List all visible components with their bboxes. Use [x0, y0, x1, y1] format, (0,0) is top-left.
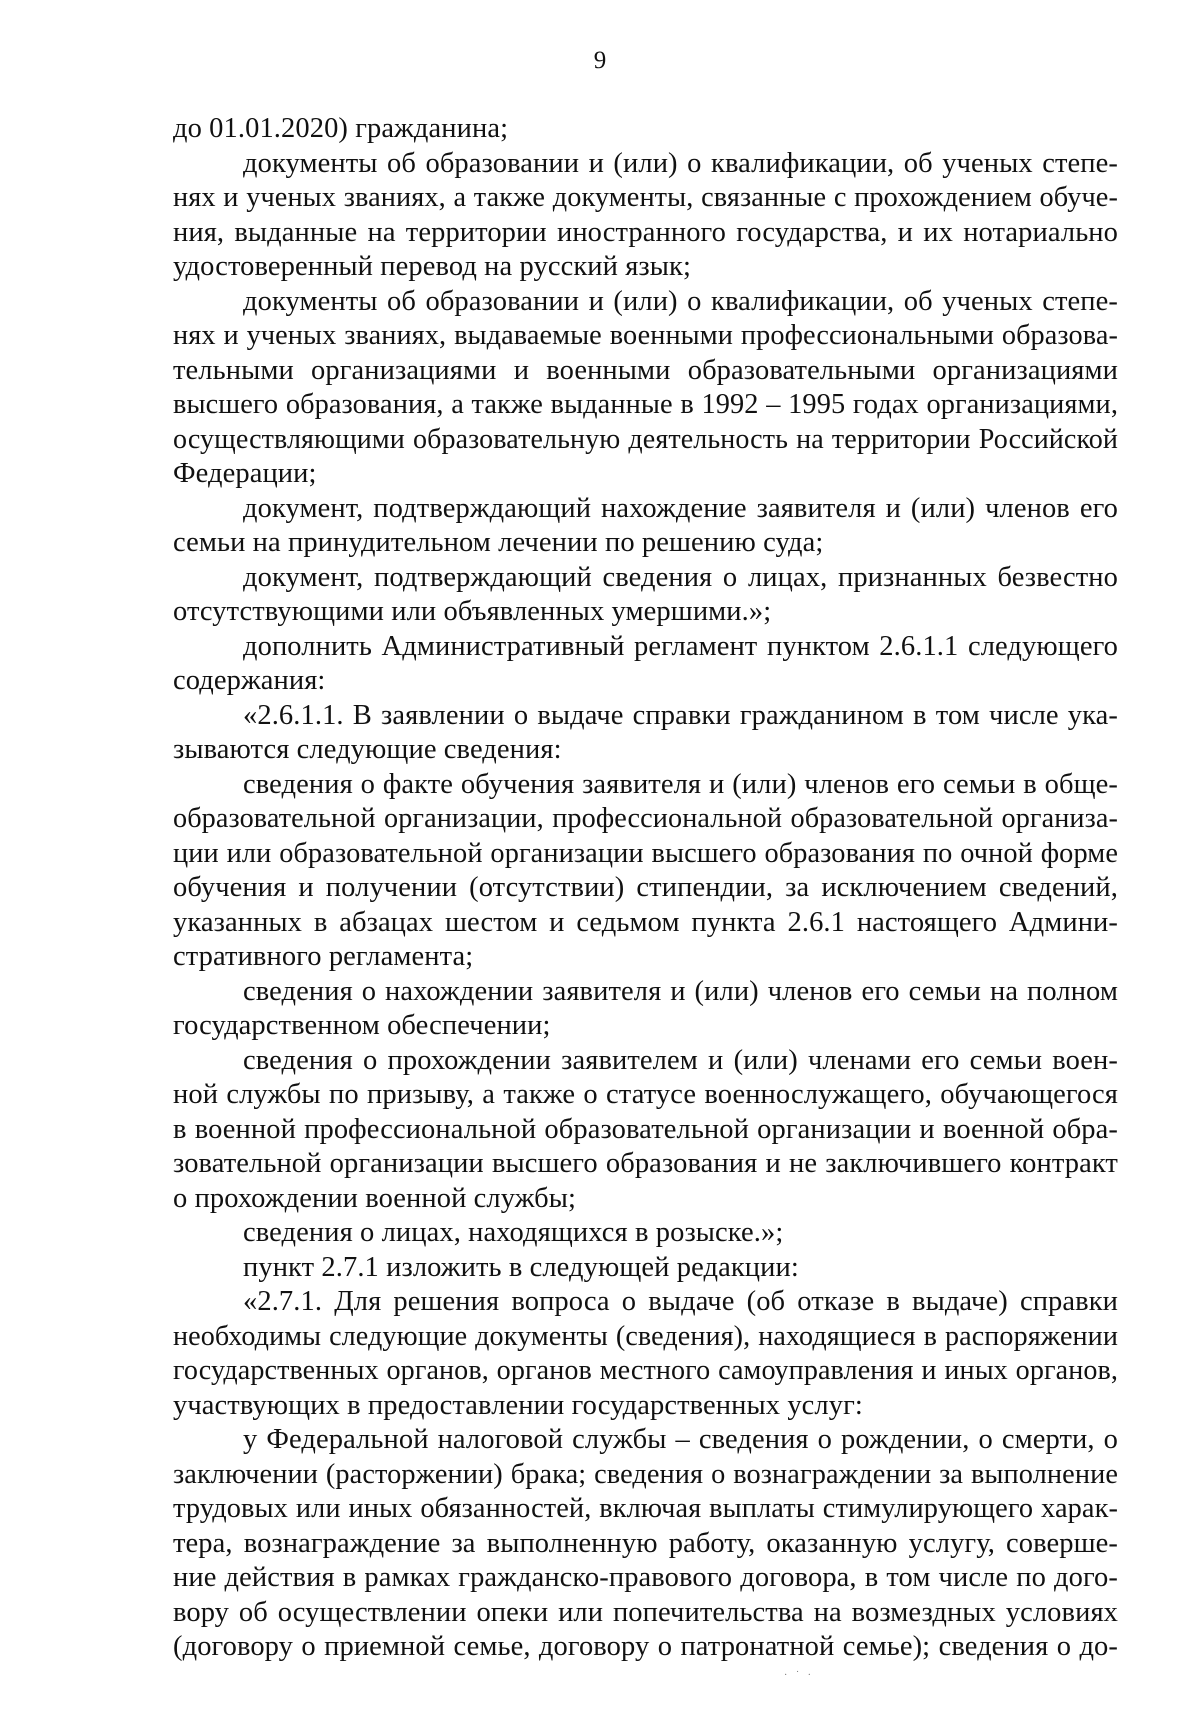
text-line: высшего образования, а также выданные в 1992 – 1995 годах организациями,: [173, 389, 1118, 420]
text-line: ния, выданные на территории иностранного государства, и их нотариально: [173, 217, 1118, 248]
text-line: документы об образовании и (или) о квалификации, об ученых степе-: [243, 286, 1118, 317]
text-line: в военной профессиональной образовательной организации и военной обра-: [173, 1114, 1118, 1145]
text-line: ние действия в рамках гражданско-правового договора, в том числе по дого-: [173, 1562, 1118, 1593]
scan-speck: · ˙ ·: [784, 1670, 814, 1681]
text-line: дополнить Административный регламент пунктом 2.6.1.1 следующего: [243, 631, 1118, 662]
text-line: образовательной организации, профессиональной образовательной организа-: [173, 803, 1118, 834]
text-line: сведения о лицах, находящихся в розыске.»;: [243, 1217, 784, 1248]
text-line: удостоверенный перевод на русский язык;: [173, 251, 691, 282]
text-line: тера, вознаграждение за выполненную работу, оказанную услугу, соверше-: [173, 1528, 1118, 1559]
text-line: заключении (расторжении) брака; сведения о вознаграждении за выполнение: [173, 1459, 1118, 1490]
text-line: нях и ученых званиях, а также документы, связанные с прохождением обуче-: [173, 182, 1118, 213]
text-line: документ, подтверждающий нахождение заявителя и (или) членов его: [243, 493, 1118, 524]
text-line: государственных органов, органов местного самоуправления и иных органов,: [173, 1355, 1118, 1386]
text-line: ной службы по призыву, а также о статусе военнослужащего, обучающегося: [173, 1079, 1118, 1110]
text-line: у Федеральной налоговой службы – сведения о рождении, о смерти, о: [243, 1424, 1118, 1455]
text-line: указанных в абзацах шестом и седьмом пункта 2.6.1 настоящего Админи-: [173, 907, 1118, 938]
text-line: необходимы следующие документы (сведения), находящиеся в распоряжении: [173, 1321, 1118, 1352]
text-line: семьи на принудительном лечении по решению суда;: [173, 527, 824, 558]
text-line: нях и ученых званиях, выдаваемые военными профессиональными образова-: [173, 320, 1118, 351]
text-line: документ, подтверждающий сведения о лицах, признанных безвестно: [243, 562, 1118, 593]
text-line: вору об осуществлении опеки или попечительства на возмездных условиях: [173, 1597, 1118, 1628]
text-line: сведения о факте обучения заявителя и (или) членов его семьи в обще-: [243, 769, 1118, 800]
text-line: зываются следующие сведения:: [173, 734, 562, 765]
text-line: сведения о прохождении заявителем и (или) членами его семьи воен-: [243, 1045, 1118, 1076]
text-line: «2.7.1. Для решения вопроса о выдаче (об отказе в выдаче) справки: [243, 1286, 1118, 1317]
text-line: пункт 2.7.1 изложить в следующей редакции:: [243, 1252, 799, 1283]
page-number: 9: [593, 47, 607, 74]
text-line: государственном обеспечении;: [173, 1010, 551, 1041]
text-line: до 01.01.2020) гражданина;: [173, 113, 509, 144]
text-line: сведения о нахождении заявителя и (или) членов его семьи на полном: [243, 976, 1118, 1007]
text-line: зовательной организации высшего образования и не заключившего контракт: [173, 1148, 1118, 1179]
text-line: «2.6.1.1. В заявлении о выдаче справки гражданином в том числе ука-: [243, 700, 1118, 731]
text-line: тельными организациями и военными образовательными организациями: [173, 355, 1118, 386]
text-line: документы об образовании и (или) о квалификации, об ученых степе-: [243, 148, 1118, 179]
text-line: (договору о приемной семье, договору о патронатной семье); сведения о до-: [173, 1631, 1118, 1662]
text-line: трудовых или иных обязанностей, включая выплаты стимулирующего харак-: [173, 1493, 1118, 1524]
text-line: Федерации;: [173, 458, 317, 489]
text-line: отсутствующими или объявленных умершими.»;: [173, 596, 772, 627]
text-line: участвующих в предоставлении государственных услуг:: [173, 1390, 863, 1421]
text-line: осуществляющими образовательную деятельность на территории Российской: [173, 424, 1118, 455]
text-line: стративного регламента;: [173, 941, 474, 972]
text-line: содержания:: [173, 665, 326, 696]
text-line: ции или образовательной организации высшего образования по очной форме: [173, 838, 1118, 869]
text-line: обучения и получении (отсутствии) стипендии, за исключением сведений,: [173, 872, 1118, 903]
text-line: о прохождении военной службы;: [173, 1183, 577, 1214]
